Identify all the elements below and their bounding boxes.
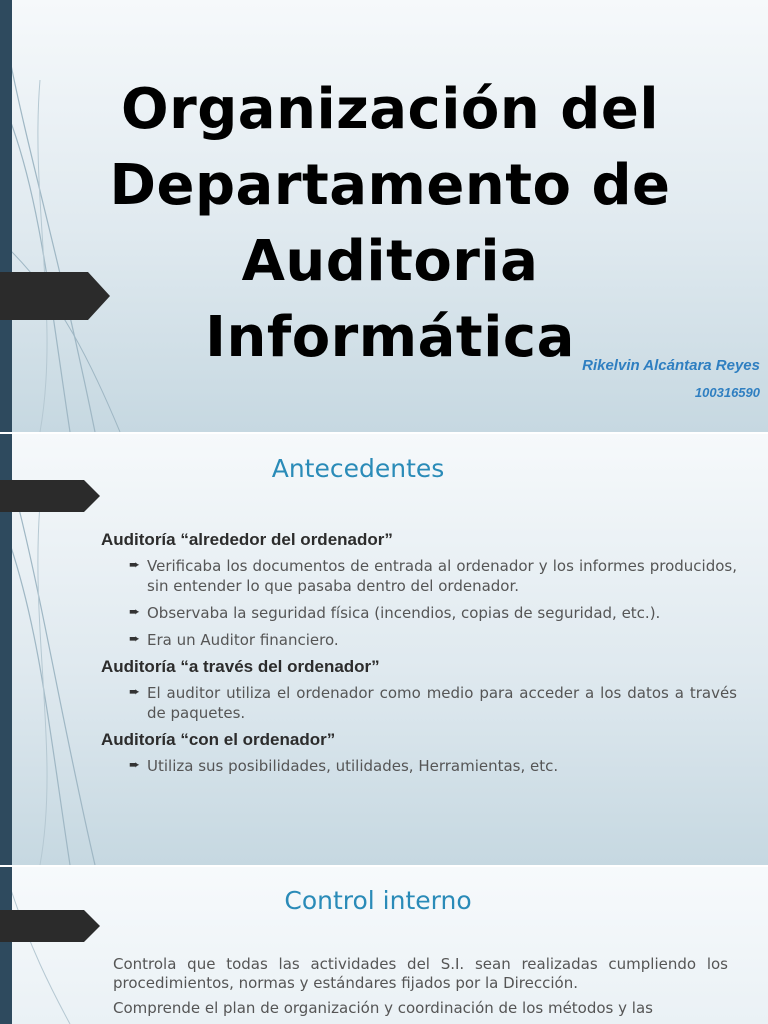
antecedentes-slide	[0, 434, 768, 865]
bullet-text: El auditor utiliza el ordenador como medio para acceder a los datos a través de paquetes.	[147, 684, 737, 722]
bullet-text: Verificaba los documentos de entrada al ordenador y los informes producidos, sin entender lo que pasaba dentro del ordenador.	[147, 557, 737, 595]
author-id: 100316590	[694, 385, 760, 400]
title-line: Informática	[205, 305, 575, 370]
arrow-tab-icon	[0, 480, 100, 512]
control-interno-slide	[0, 867, 768, 1024]
bullet-item	[129, 630, 737, 650]
bullet-item	[129, 683, 737, 723]
bullet-text: Utiliza sus posibilidades, utilidades, Herramientas, etc.	[147, 757, 559, 775]
title-slide	[0, 0, 768, 432]
bullet-text: Observaba la seguridad física (incendios, copias de seguridad, etc.).	[147, 604, 661, 622]
bullet-item	[129, 756, 737, 776]
section-title: Antecedentes	[271, 454, 445, 483]
section-title: Control interno	[284, 886, 472, 915]
arrow-bullet-icon: ➨	[129, 605, 140, 620]
content-body	[113, 955, 728, 1024]
left-accent-strip	[0, 0, 12, 432]
paragraph: Comprende el plan de organización y coordinación de los métodos y las	[113, 999, 653, 1017]
slide-title	[80, 72, 700, 376]
bullet-item	[129, 603, 737, 623]
title-line: Auditoria	[241, 229, 539, 294]
content-body	[101, 530, 737, 783]
arrow-bullet-icon: ➨	[129, 558, 140, 573]
bullet-item	[129, 556, 737, 596]
section-heading: Auditoría “con el ordenador”	[101, 730, 336, 749]
arrow-bullet-icon: ➨	[129, 685, 140, 700]
paragraph: Controla que todas las actividades del S.I. sean realizadas cumpliendo los procedimientos, normas y estándares fijados por la Dirección.	[113, 955, 728, 992]
section-heading: Auditoría “alrededor del ordenador”	[101, 530, 393, 549]
arrow-bullet-icon: ➨	[129, 632, 140, 647]
title-line: Organización del	[120, 77, 660, 142]
section-heading: Auditoría “a través del ordenador”	[101, 657, 380, 676]
title-line: Departamento de	[109, 153, 671, 218]
author-name: Rikelvin Alcántara Reyes	[582, 357, 760, 374]
arrow-bullet-icon: ➨	[129, 758, 140, 773]
bullet-text: Era un Auditor financiero.	[147, 631, 339, 649]
